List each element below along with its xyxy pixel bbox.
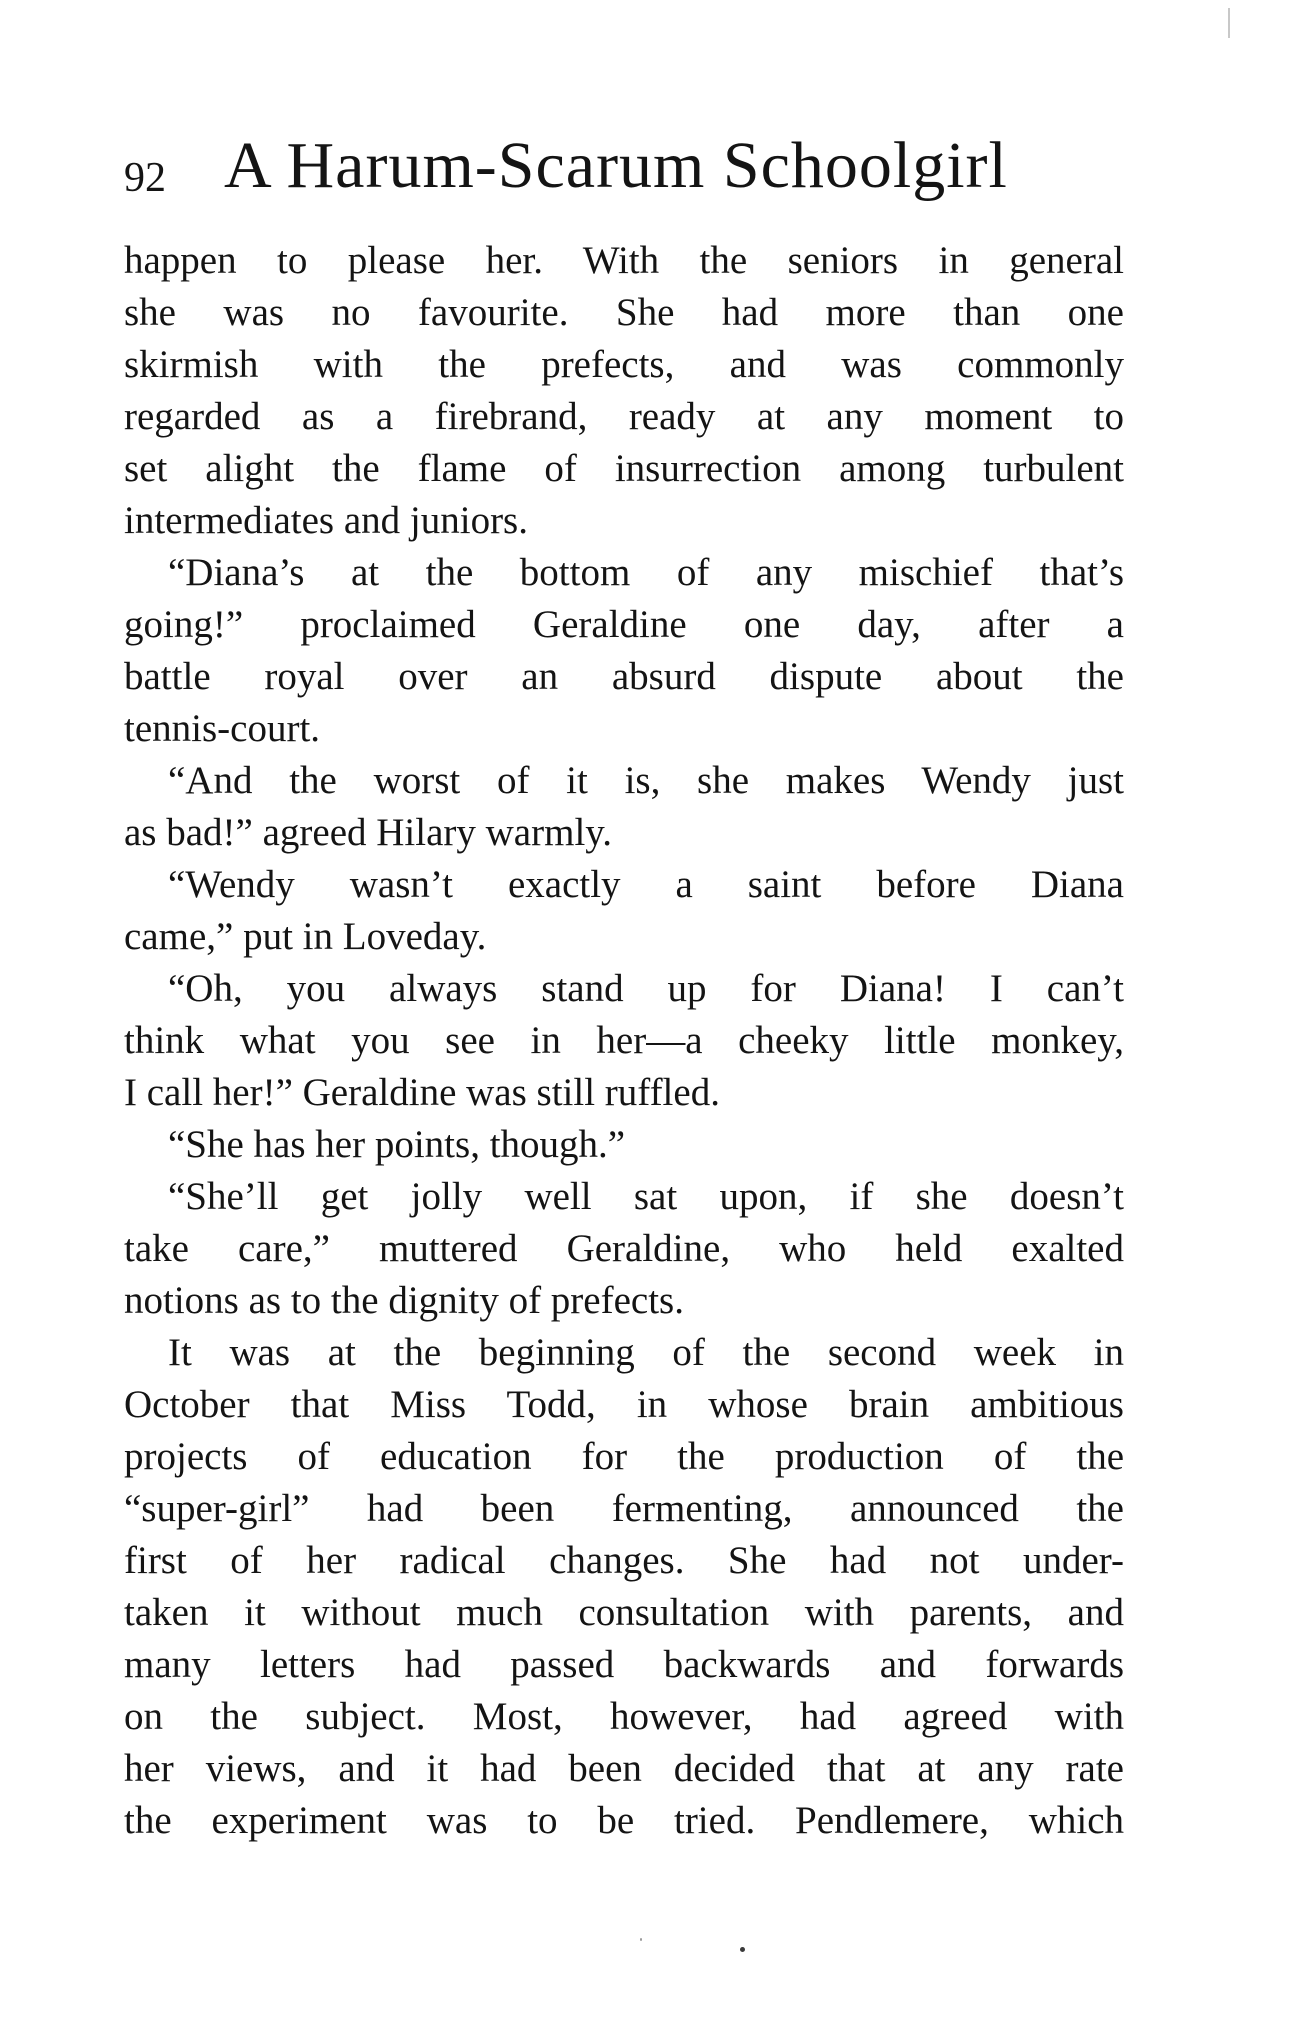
paragraph-first-line: “Wendy wasn’t exactly a saint before Diana	[168, 863, 1124, 906]
text-line: on the subject. Most, however, had agreed with	[124, 1695, 1124, 1738]
paragraph-first-line: “Oh, you always stand up for Diana! I can’t	[168, 967, 1124, 1010]
text-line: projects of education for the production of the	[124, 1435, 1124, 1478]
text-line: I call her!” Geraldine was still ruffled.	[124, 1071, 720, 1114]
text-line: first of her radical changes. She had not under-	[124, 1539, 1124, 1582]
text-line: skirmish with the prefects, and was commonly	[124, 343, 1124, 386]
text-line: intermediates and juniors.	[124, 499, 528, 542]
text-line: tennis-court.	[124, 707, 321, 750]
text-line: regarded as a firebrand, ready at any moment to	[124, 395, 1124, 438]
text-line: take care,” muttered Geraldine, who held exalted	[124, 1227, 1124, 1270]
paragraph-first-line: “She’ll get jolly well sat upon, if she doesn’t	[168, 1175, 1124, 1218]
paragraph-first-line: “Diana’s at the bottom of any mischief that’s	[168, 551, 1124, 594]
paragraph-first-line: “She has her points, though.”	[168, 1123, 626, 1166]
text-line: set alight the flame of insurrection among turbulent	[124, 447, 1124, 490]
text-line: think what you see in her—a cheeky little monkey,	[124, 1019, 1124, 1062]
text-line: October that Miss Todd, in whose brain ambitious	[124, 1383, 1124, 1426]
text-line: taken it without much consultation with parents, and	[124, 1591, 1124, 1634]
paragraph-first-line: It was at the beginning of the second week in	[168, 1331, 1124, 1374]
ink-speck	[640, 1938, 642, 1941]
ink-speck	[740, 1947, 745, 1952]
paragraph-first-line: “And the worst of it is, she makes Wendy just	[168, 759, 1124, 802]
text-line: many letters had passed backwards and forwards	[124, 1643, 1124, 1686]
margin-mark	[1228, 8, 1230, 38]
text-line: going!” proclaimed Geraldine one day, after a	[124, 603, 1124, 646]
text-line: “super-girl” had been fermenting, announced the	[124, 1487, 1124, 1530]
running-head	[124, 129, 1124, 213]
body-text	[124, 235, 1124, 1847]
text-line: she was no favourite. She had more than one	[124, 291, 1124, 334]
text-line: battle royal over an absurd dispute about the	[124, 655, 1124, 698]
text-line: her views, and it had been decided that at any rate	[124, 1747, 1124, 1790]
page-number: 92	[124, 155, 166, 201]
text-line: the experiment was to be tried. Pendlemere, which	[124, 1799, 1124, 1842]
running-title: A Harum-Scarum Schoolgirl	[224, 129, 1008, 202]
text-line: as bad!” agreed Hilary warmly.	[124, 811, 612, 854]
text-line: came,” put in Loveday.	[124, 915, 487, 958]
text-line: notions as to the dignity of prefects.	[124, 1279, 684, 1322]
text-line: happen to please her. With the seniors in general	[124, 239, 1124, 282]
